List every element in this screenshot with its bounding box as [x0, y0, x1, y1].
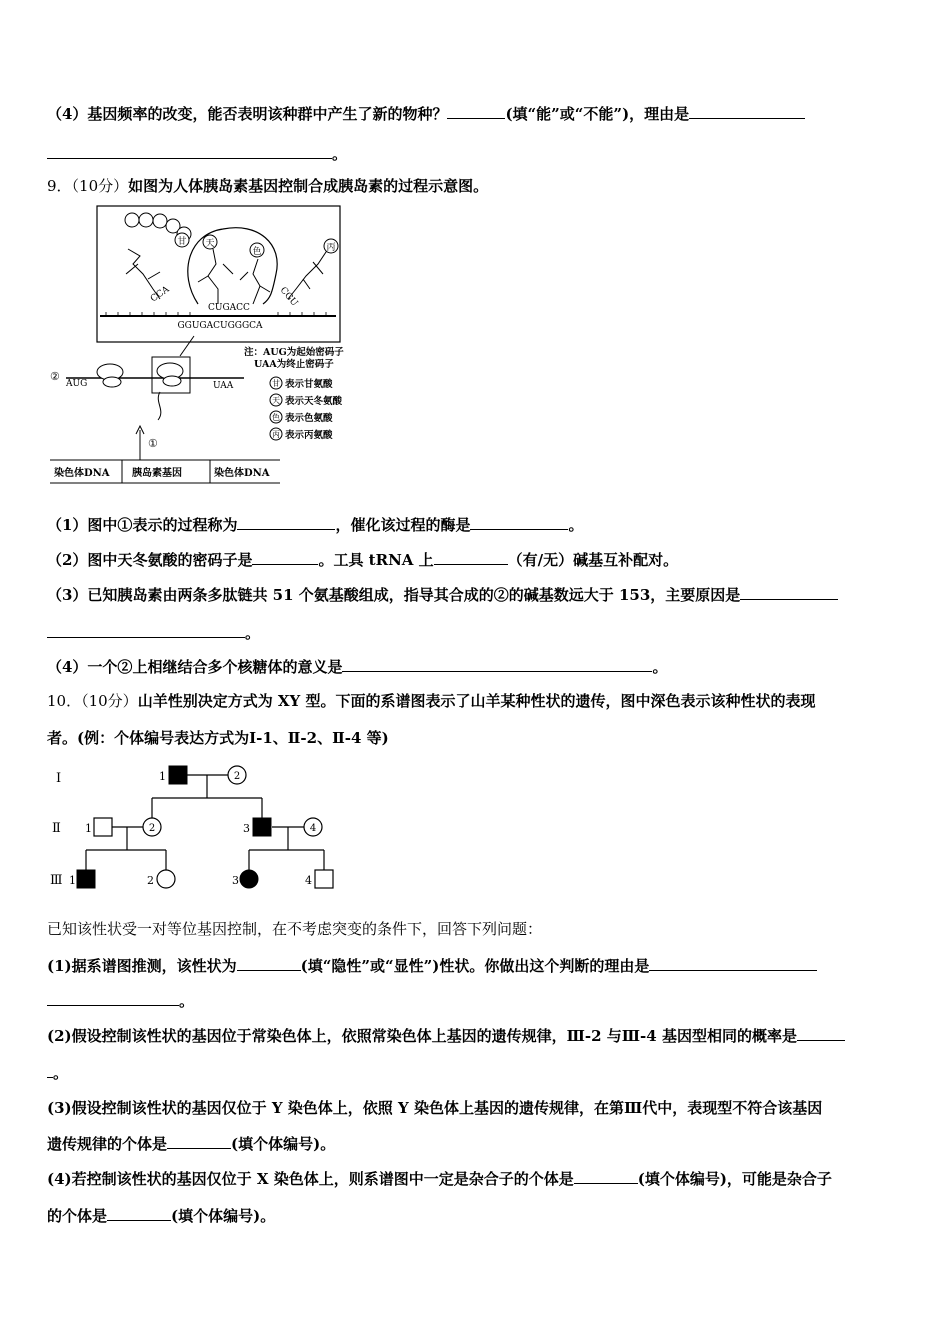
answer-blank[interactable]: [252, 550, 318, 565]
individual-III-2: [157, 870, 175, 888]
q9-part2: [47, 549, 678, 570]
answer-blank[interactable]: [47, 991, 179, 1006]
answer-blank[interactable]: [740, 585, 838, 600]
answer-blank[interactable]: [237, 956, 301, 971]
q10-text: 。: [179, 992, 195, 1010]
q9-text: ，催化该过程的酶是: [335, 516, 471, 534]
individual-number: 2: [147, 874, 154, 887]
aa-label: 甘: [177, 237, 187, 247]
q9-part3-cont: [47, 622, 260, 643]
question-stem: 山羊性别决定方式为 XY 型。下面的系谱图表示了山羊某种性状的遗传，图中深色表示该种性状的表现: [137, 692, 816, 710]
individual-number: 2: [148, 823, 156, 834]
question-number: 9．: [47, 177, 72, 195]
individual-number: 1: [85, 822, 92, 835]
individual-II-3: [253, 818, 271, 836]
question-score: （10分）: [71, 177, 129, 195]
q10-text: (填个体编号)。: [171, 1207, 276, 1225]
individual-III-3: [240, 870, 258, 888]
q10-intro: [47, 918, 542, 939]
trna-middle-2: [240, 259, 270, 304]
q9-part1: [47, 514, 583, 535]
pedigree-lines: [86, 775, 324, 870]
q10-stem: [47, 690, 815, 711]
label-2: ②: [50, 370, 60, 383]
answer-blank[interactable]: [47, 144, 332, 159]
question-stem: 如图为人体胰岛素基因控制合成胰岛素的过程示意图。: [128, 177, 489, 195]
q8-4-text: (填“能”或“不能”)，理由是: [505, 105, 690, 123]
question-stem: 者。(例：个体编号表达方式为Ⅰ-1、Ⅱ-2、Ⅱ-4 等): [47, 729, 389, 747]
q10-part2: [47, 1025, 845, 1046]
trna-middle-1: [198, 249, 233, 304]
note-uaa: UAA为终止密码子: [254, 359, 334, 370]
stop-codon-label: UAA: [213, 381, 234, 391]
label-1: ①: [148, 437, 158, 450]
answer-blank[interactable]: [649, 956, 817, 971]
ribosome: [188, 228, 277, 304]
q9-part4: [47, 656, 667, 677]
q10-text: (填“隐性”或“显性”)性状。你做出这个判断的理由是: [300, 957, 650, 975]
q10-part4-cont: [47, 1205, 275, 1226]
q9-text: 。: [245, 624, 261, 642]
individual-number: 2: [233, 771, 241, 782]
q9-part3: [47, 584, 838, 605]
anticodon-left: CCA: [148, 284, 172, 305]
legend-item: 表示丙氨酸: [285, 430, 333, 441]
q10-text: 。: [53, 1064, 69, 1082]
answer-blank[interactable]: [434, 550, 508, 565]
q10-part1: [47, 955, 817, 976]
anticodon-middle: CUGACC: [208, 303, 250, 313]
individual-III-4: [315, 870, 333, 888]
answer-blank[interactable]: [689, 104, 805, 119]
answer-blank[interactable]: [167, 1134, 231, 1149]
q9-text: 。工具 tRNA 上: [318, 551, 434, 569]
question-score: （10分）: [81, 692, 138, 710]
legend-icon: 天: [272, 396, 280, 405]
q8-4-line2: [47, 143, 347, 164]
start-codon-label: AUG: [66, 379, 88, 389]
individual-I-1: [169, 766, 187, 784]
answer-blank[interactable]: [47, 623, 245, 638]
q10-part1-cont: [47, 990, 194, 1011]
q9-text: （2）图中天冬氨酸的密码子是: [47, 551, 253, 569]
q9-text: （1）图中①表示的过程称为: [47, 516, 238, 534]
q9-text: （有/无）碱基互补配对。: [507, 551, 679, 569]
q10-text: 已知该性状受一对等位基因控制，在不考虑突变的条件下，回答下列问题：: [47, 920, 543, 938]
answer-blank[interactable]: [107, 1206, 171, 1221]
legend-icon: 甘: [272, 379, 280, 388]
insulin-gene-label: 胰岛素基因: [132, 468, 182, 479]
q10-text: (3)假设控制该性状的基因仅位于 Y 染色体上，依照 Y 染色体上基因的遗传规律，在第Ⅲ代中，表现型不符合该基因: [47, 1099, 823, 1117]
aa-label: 丙: [326, 243, 336, 253]
q10-part3-cont: [47, 1133, 335, 1154]
legend-icon: 色: [272, 413, 280, 422]
pedigree-chart: [48, 760, 348, 894]
individual-number: 3: [243, 822, 250, 835]
dna-segment-label: 染色体DNA: [214, 468, 270, 479]
individual-number: 3: [232, 874, 239, 887]
legend-item: 表示甘氨酸: [285, 379, 333, 390]
answer-blank[interactable]: [470, 515, 568, 530]
aa-label: 色: [252, 247, 262, 257]
q8-4-text: （4）基因频率的改变，能否表明该种群中产生了新的物种？: [47, 105, 448, 123]
q8-4-text: 。: [332, 145, 348, 163]
note-title: 注：AUG为起始密码子: [244, 347, 344, 358]
q10-text: (2)假设控制该性状的基因位于常染色体上，依照常染色体上基因的遗传规律，Ⅲ-2 与Ⅲ-4 基因型相同的概率是: [47, 1027, 797, 1045]
anticodon-right: CGU: [277, 285, 300, 309]
insulin-gene-figure: [48, 204, 368, 486]
q10-part2-cont: [47, 1062, 68, 1083]
q9-stem: [47, 175, 488, 196]
mrna-sequence: GGUGACUGGGCA: [177, 321, 263, 331]
q10-text: (填个体编号)，可能是杂合子: [637, 1170, 832, 1188]
aa-label: 天: [205, 239, 215, 249]
generation-label: Ⅱ: [52, 821, 61, 836]
trna-right: [288, 249, 328, 299]
q9-text: 。: [652, 658, 668, 676]
q9-text: 。: [568, 516, 584, 534]
individual-II-1: [94, 818, 112, 836]
q10-text: 的个体是: [47, 1207, 108, 1225]
legend-item: 表示天冬氨酸: [285, 396, 343, 407]
individual-number: 1: [159, 770, 166, 783]
dna-segment-label: 染色体DNA: [54, 468, 110, 479]
q10-stem-2: [47, 727, 389, 748]
answer-blank[interactable]: [447, 104, 505, 119]
answer-blank[interactable]: [797, 1026, 845, 1041]
q10-part4: [47, 1168, 832, 1189]
q10-text: (4)若控制该性状的基因仅位于 X 染色体上，则系谱图中一定是杂合子的个体是: [47, 1170, 574, 1188]
q10-text: (填个体编号)。: [231, 1135, 336, 1153]
legend-item: 表示色氨酸: [285, 413, 333, 424]
generation-label: Ⅰ: [56, 771, 62, 786]
q10-part3: [47, 1097, 822, 1118]
legend-icon: 丙: [272, 430, 280, 439]
answer-blank[interactable]: [574, 1169, 638, 1184]
individual-number: 1: [69, 874, 76, 887]
answer-blank[interactable]: [342, 657, 652, 672]
individual-number: 4: [309, 823, 317, 834]
q9-text: （4）一个②上相继结合多个核糖体的意义是: [47, 658, 343, 676]
q10-text: (1)据系谱图推测，该性状为: [47, 957, 237, 975]
zoom-arrow: [180, 336, 194, 356]
generation-label: Ⅲ: [50, 873, 63, 888]
q10-text: 遗传规律的个体是: [47, 1135, 168, 1153]
answer-blank[interactable]: [237, 515, 335, 530]
individual-number: 4: [305, 874, 312, 887]
individual-III-1: [77, 870, 95, 888]
q8-4-line1: [47, 103, 805, 124]
question-number: 10．: [47, 692, 82, 710]
q9-text: （3）已知胰岛素由两条多肽链共 51 个氨基酸组成，指导其合成的②的碱基数远大于 153，主要原因是: [47, 586, 741, 604]
